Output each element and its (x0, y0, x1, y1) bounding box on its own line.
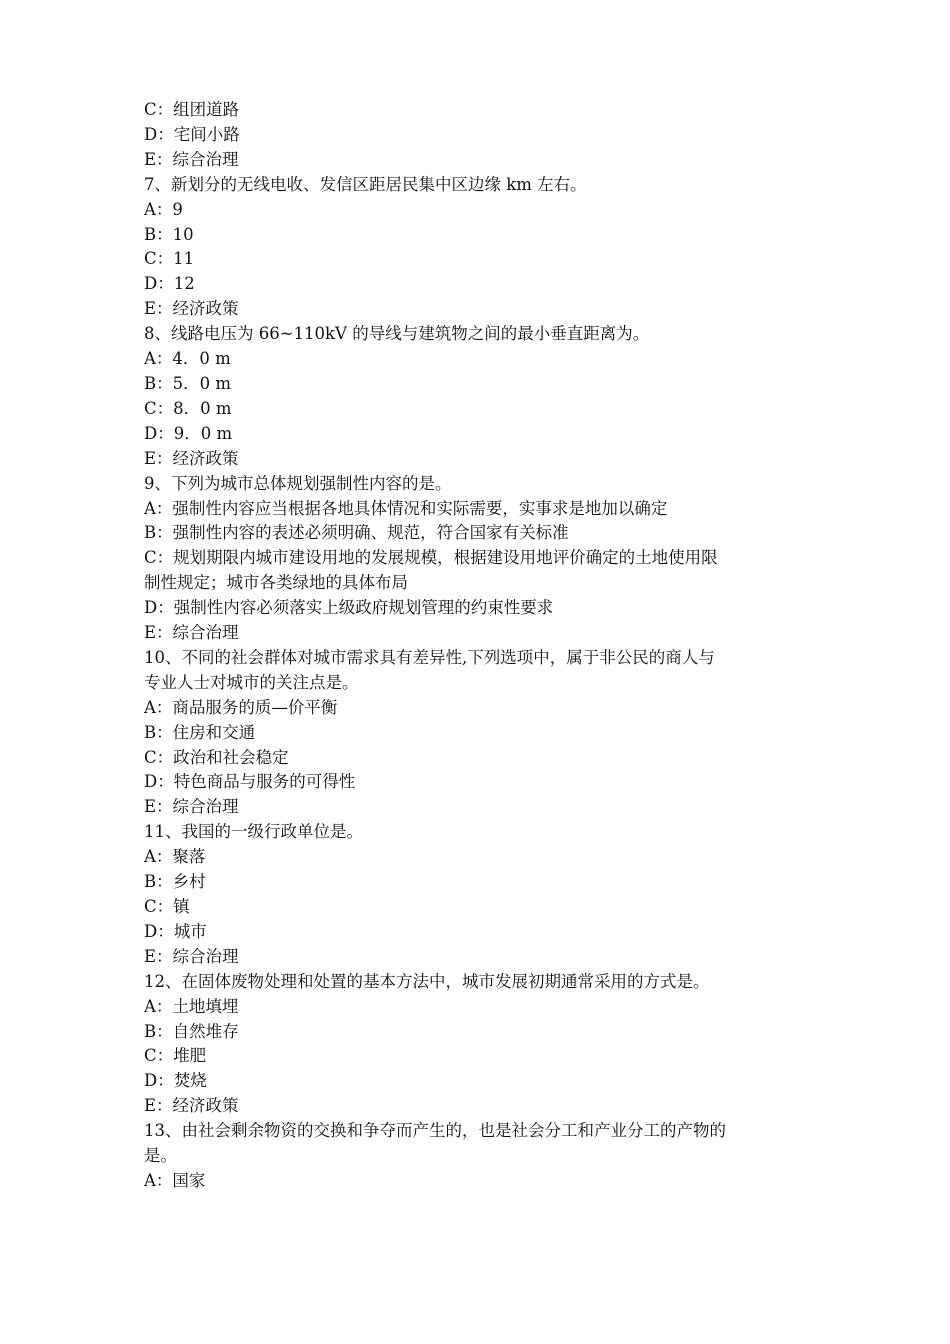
text-line: D：宅间小路 (144, 124, 240, 144)
option-line: C：堆肥 (144, 1046, 207, 1066)
option-line: A：土地填埋 (144, 996, 239, 1016)
option-line: D：强制性内容必须落实上级政府规划管理的约束性要求 (144, 598, 554, 618)
question-line: 11、我国的一级行政单位是。 (144, 822, 363, 842)
document-page (144, 98, 816, 1194)
option-line: A：9 (144, 199, 183, 219)
option-line: D：12 (144, 274, 195, 294)
text-line: C：组团道路 (144, 100, 240, 119)
option-line: A：4．0 m (144, 349, 231, 369)
option-line: E：综合治理 (144, 623, 239, 643)
option-line: E：综合治理 (144, 797, 239, 817)
option-line: D：焚烧 (144, 1071, 207, 1091)
option-line: C：政治和社会稳定 (144, 747, 289, 767)
option-line: E：经济政策 (144, 299, 239, 319)
option-line: D：特色商品与服务的可得性 (144, 772, 356, 792)
option-line: A：聚落 (144, 847, 206, 867)
option-line: B：自然堆存 (144, 1021, 239, 1041)
option-line: 制性规定；城市各类绿地的具体布局 (144, 573, 408, 593)
option-line: B：乡村 (144, 872, 206, 892)
question-line: 8、线路电压为 66~110kV 的导线与建筑物之间的最小垂直距离为。 (144, 324, 650, 344)
question-line: 10、不同的社会群体对城市需求具有差异性,下列选项中，属于非公民的商人与 (144, 647, 715, 667)
option-line: E：经济政策 (144, 448, 239, 468)
option-line: C：镇 (144, 897, 190, 916)
question-line: 12、在固体废物处理和处置的基本方法中，城市发展初期通常采用的方式是。 (144, 971, 710, 991)
question-line: 13、由社会剩余物资的交换和争夺而产生的，也是社会分工和产业分工的产物的 (144, 1121, 726, 1141)
option-line: B：5．0 m (144, 373, 232, 393)
question-line: 9、下列为城市总体规划强制性内容的是。 (144, 473, 452, 493)
option-line: A：强制性内容应当根据各地具体情况和实际需要，实事求是地加以确定 (144, 498, 668, 518)
option-line: D：城市 (144, 921, 207, 941)
option-line: D：9．0 m (144, 423, 233, 443)
question-line: 7、新划分的无线电收、发信区距居民集中区边缘 km 左右。 (144, 174, 587, 194)
option-line: C：8．0 m (144, 398, 232, 418)
option-line: A：国家 (144, 1170, 206, 1190)
option-line: E：综合治理 (144, 946, 239, 966)
option-line: B：住房和交通 (144, 722, 256, 742)
option-line: E：经济政策 (144, 1096, 239, 1116)
option-line: A：商品服务的质—价平衡 (144, 697, 338, 717)
option-line: C：11 (144, 249, 195, 269)
question-line: 专业人士对城市的关注点是。 (144, 672, 359, 692)
option-line: C：规划期限内城市建设用地的发展规模，根据建设用地评价确定的土地使用限 (144, 548, 718, 568)
text-line: E：综合治理 (144, 149, 239, 169)
question-line: 是。 (144, 1146, 177, 1166)
option-line: B：强制性内容的表述必须明确、规范，符合国家有关标准 (144, 523, 569, 543)
option-line: B：10 (144, 224, 194, 244)
